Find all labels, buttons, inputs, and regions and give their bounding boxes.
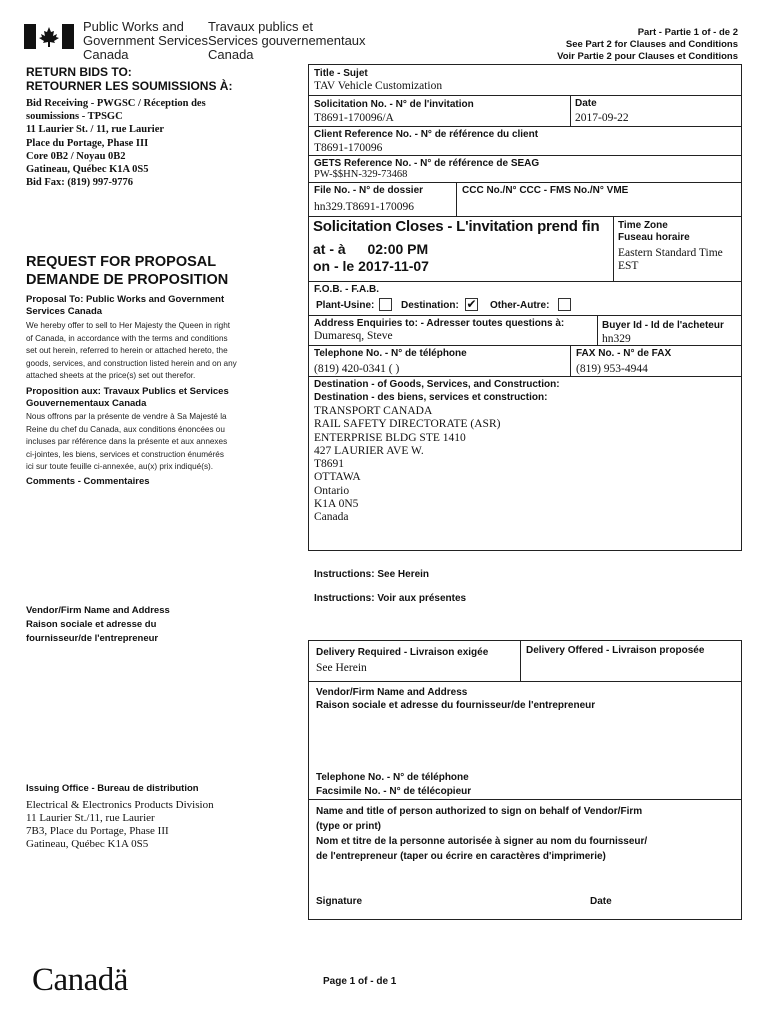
solicitation-closes-title: Solicitation Closes - L'invitation prend fin xyxy=(313,218,600,235)
paragraph-line: attached sheets at the price(s) set out therefor. xyxy=(26,371,196,381)
part-indicator xyxy=(557,27,738,63)
file-number-value: hn329.T8691-170096 xyxy=(314,201,414,213)
proposal-to-line: Services Canada xyxy=(26,305,103,317)
other-autre-checkbox[interactable] xyxy=(558,298,571,311)
solicitation-number-label: Solicitation No. - N° de l'invitation xyxy=(314,99,474,110)
address-line: Core 0B2 / Noyau 0B2 xyxy=(26,150,126,162)
destination-address-line: Canada xyxy=(314,511,349,524)
vendor-left-line: Vendor/Firm Name and Address xyxy=(26,605,170,616)
paragraph-line: ici sur toute feuille ci-annexée, au(x) prix indiqué(s). xyxy=(26,462,214,472)
issuing-address-line: 7B3, Place du Portage, Phase III xyxy=(26,825,169,837)
issuing-address-line: 11 Laurier St./11, rue Laurier xyxy=(26,812,155,824)
plant-usine-label: Plant-Usine: xyxy=(316,300,375,311)
fax-value: (819) 953-4944 xyxy=(576,363,648,375)
authorized-person-field[interactable] xyxy=(312,866,738,890)
issuing-office-address xyxy=(26,799,214,851)
vendor-facsimile-label: Facsimile No. - N° de télécopieur xyxy=(316,786,472,797)
other-autre-label: Other-Autre: xyxy=(490,300,550,311)
address-line: Place du Portage, Phase III xyxy=(26,137,149,149)
delivery-offered-label: Delivery Offered - Livraison proposée xyxy=(526,645,705,656)
closing-time-row xyxy=(313,241,428,257)
buyer-id-value: hn329 xyxy=(602,333,631,345)
file-number-label: File No. - N° de dossier xyxy=(314,185,424,196)
paragraph-line: Reine du chef du Canada, aux conditions énoncées ou xyxy=(26,424,225,434)
vendor-left-line: fournisseur/de l'entrepreneur xyxy=(26,633,159,644)
authorized-person-line: de l'entrepreneur (taper ou écrire en caractères d'imprimerie) xyxy=(316,851,606,862)
solicitation-number-value: T8691-170096/A xyxy=(314,112,394,124)
destination-goods-label xyxy=(314,379,560,404)
return-bids-address xyxy=(26,97,206,189)
page-number: Page 1 of - de 1 xyxy=(323,976,397,987)
destination-label-en: Destination - of Goods, Services, and Construction: xyxy=(314,379,560,390)
address-enquiries-label: Address Enquiries to: - Adresser toutes questions à: xyxy=(314,318,565,329)
delivery-required-value: See Herein xyxy=(316,662,367,674)
paragraph-line: We hereby offer to sell to Her Majesty the Queen in right xyxy=(26,321,231,330)
time-zone-label xyxy=(618,220,690,244)
request-title xyxy=(26,253,228,289)
gets-reference-label: GETS Reference No. - N° de référence de SEAG xyxy=(314,158,540,169)
vendor-firm-label-left xyxy=(26,604,170,646)
gov-fr-line: Travaux publics et xyxy=(208,19,314,34)
issuing-office-label: Issuing Office - Bureau de distribution xyxy=(26,783,199,794)
fob-label: F.O.B. - F.A.B. xyxy=(314,284,379,295)
destination-fob-label: Destination: xyxy=(401,300,459,311)
government-name-en xyxy=(83,20,208,62)
return-bids-title xyxy=(26,65,232,93)
at-label: at - à xyxy=(313,241,346,257)
authorized-person-line: Nom et titre de la personne autorisée à signer au nom du fournisseur/ xyxy=(316,836,648,847)
closing-time-value: 02:00 PM xyxy=(367,241,429,257)
gov-en-line: Government Services xyxy=(83,33,208,48)
part-line: See Part 2 for Clauses and Conditions xyxy=(565,39,738,50)
vendor-telephone-label: Telephone No. - N° de téléphone xyxy=(316,772,469,783)
closing-date-row xyxy=(313,258,429,274)
gov-fr-line: Canada xyxy=(208,47,254,62)
instructions-fr: Instructions: Voir aux présentes xyxy=(314,593,467,604)
authorized-person-label xyxy=(316,804,647,864)
time-zone-value xyxy=(618,247,723,273)
paragraph-line: set out herein, referred to herein or attached hereto, the xyxy=(26,346,228,356)
destination-address-line: TRANSPORT CANADA xyxy=(314,405,433,417)
destination-address xyxy=(314,405,500,525)
authorized-person-line: Name and title of person authorized to sign on behalf of Vendor/Firm xyxy=(316,806,643,817)
paragraph-line: ci-jointes, les biens, services et construction énumérés xyxy=(26,449,224,459)
destination-label-fr: Destination - des biens, services et construction: xyxy=(314,391,548,403)
fax-label: FAX No. - N° de FAX xyxy=(576,348,672,359)
destination-address-line: ENTERPRISE BLDG STE 1410 xyxy=(314,431,466,444)
address-line: soumissions - TPSGC xyxy=(26,111,123,123)
telephone-label: Telephone No. - N° de téléphone xyxy=(314,348,467,359)
vendor-label-en: Vendor/Firm Name and Address xyxy=(316,687,468,698)
address-line: 11 Laurier St. / 11, rue Laurier xyxy=(26,124,165,136)
proposal-to-line: Proposal To: Public Works and Government xyxy=(26,294,225,305)
gov-en-line: Canada xyxy=(83,47,129,62)
time-zone-label-fr: Fuseau horaire xyxy=(618,232,690,243)
signature-date-label: Date xyxy=(590,896,612,907)
gov-fr-line: Services gouvernementaux xyxy=(208,33,366,48)
paragraph-line: goods, services, and construction listed herein and on any xyxy=(26,358,237,368)
delivery-offered-field[interactable] xyxy=(524,660,738,678)
issuing-address-line: Gatineau, Québec K1A 0S5 xyxy=(26,838,149,850)
canada-flag-icon xyxy=(24,24,74,49)
destination-address-line: OTTAWA xyxy=(314,471,361,484)
destination-address-line: RAIL SAFETY DIRECTORATE (ASR) xyxy=(314,418,501,431)
return-bids-title-fr: RETOURNER LES SOUMISSIONS À: xyxy=(26,79,233,93)
address-line: Gatineau, Québec K1A 0S5 xyxy=(26,164,149,176)
client-reference-value: T8691-170096 xyxy=(314,142,383,154)
bid-fax-line: Bid Fax: (819) 997-9776 xyxy=(26,177,134,189)
request-title-fr: DEMANDE DE PROPOSITION xyxy=(26,272,229,288)
vendor-left-line: Raison sociale et adresse du xyxy=(26,619,157,630)
telephone-value: (819) 420-0341 ( ) xyxy=(314,363,400,375)
signature-label: Signature xyxy=(316,896,363,907)
proposition-line: Proposition aux: Travaux Publics et Services xyxy=(26,386,229,397)
gets-reference-value: PW-$$HN-329-73468 xyxy=(314,169,408,180)
title-value: TAV Vehicle Customization xyxy=(314,80,443,92)
client-reference-label: Client Reference No. - N° de référence du client xyxy=(314,129,539,140)
paragraph-line: incluses par référence dans la présente et aux annexes xyxy=(26,437,228,447)
date-value: 2017-09-22 xyxy=(575,112,629,124)
authorized-person-line: (type or print) xyxy=(316,821,381,832)
date-label: Date xyxy=(575,98,597,109)
gov-en-line: Public Works and xyxy=(83,19,184,34)
issuing-address-line: Electrical & Electronics Products Division xyxy=(26,799,214,811)
vendor-name-address-field[interactable] xyxy=(312,714,738,768)
buyer-id-label: Buyer Id - Id de l'acheteur xyxy=(602,320,724,331)
proposal-to xyxy=(26,294,224,317)
instructions-en: Instructions: See Herein xyxy=(314,569,430,580)
part-line: Voir Partie 2 pour Clauses et Conditions xyxy=(557,51,738,62)
paragraph-line: of Canada, in accordance with the terms and conditions xyxy=(26,333,228,343)
destination-checkbox[interactable]: ✔ xyxy=(466,297,477,311)
proposition-line: Gouvernementaux Canada xyxy=(26,397,147,409)
vendor-label-fr: Raison sociale et adresse du fournisseur/de l'entrepreneur xyxy=(316,700,596,711)
comments-label: Comments - Commentaires xyxy=(26,476,150,487)
address-enquiries-value: Dumaresq, Steve xyxy=(314,330,393,342)
vendor-firm-label xyxy=(316,686,595,712)
destination-address-line: T8691 xyxy=(314,458,345,471)
time-zone-value-line: Eastern Standard Time xyxy=(618,247,723,259)
offer-paragraph-fr xyxy=(26,411,227,474)
destination-address-line: 427 LAURIER AVE W. xyxy=(314,444,424,457)
government-name-fr xyxy=(208,20,366,62)
address-line: Bid Receiving - PWGSC / Réception des xyxy=(26,98,206,109)
paragraph-line: Nous offrons par la présente de vendre à Sa Majesté la xyxy=(26,412,227,421)
canada-wordmark-logo: Canadä xyxy=(32,962,128,998)
plant-usine-checkbox[interactable] xyxy=(379,298,392,311)
destination-address-line: K1A 0N5 xyxy=(314,498,359,511)
on-label: on - le xyxy=(313,258,355,274)
time-zone-label-en: Time Zone xyxy=(618,220,668,231)
closing-date-value: 2017-11-07 xyxy=(358,258,429,274)
part-line: Part - Partie 1 of - de 2 xyxy=(637,27,738,38)
delivery-required-label: Delivery Required - Livraison exigée xyxy=(316,647,489,658)
return-bids-title-en: RETURN BIDS TO: xyxy=(26,65,132,79)
ccc-number-label: CCC No./N° CCC - FMS No./N° VME xyxy=(462,185,629,196)
proposition-aux xyxy=(26,386,229,409)
offer-paragraph-en xyxy=(26,320,237,383)
title-label: Title - Sujet xyxy=(314,68,368,79)
time-zone-value-line: EST xyxy=(618,260,639,272)
request-title-en: REQUEST FOR PROPOSAL xyxy=(26,254,217,270)
destination-address-line: Ontario xyxy=(314,484,350,497)
